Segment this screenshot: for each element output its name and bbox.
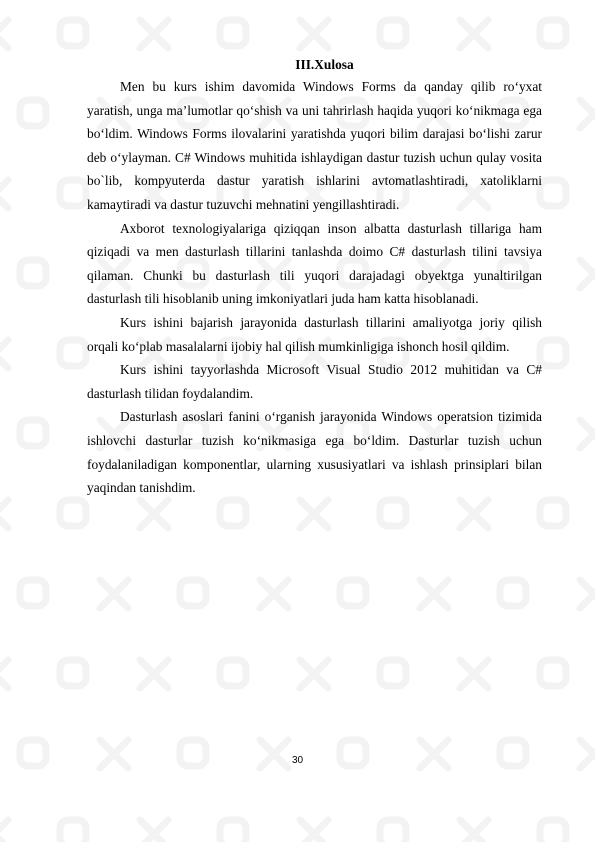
watermark-x-mark bbox=[0, 340, 8, 368]
watermark-square-mark bbox=[500, 580, 526, 606]
watermark-x-mark bbox=[260, 580, 288, 608]
watermark-square-mark bbox=[60, 20, 86, 46]
watermark-square-mark bbox=[20, 580, 46, 606]
watermark-square-mark bbox=[380, 20, 406, 46]
watermark-square-mark bbox=[540, 660, 566, 686]
paragraph-2: Axborot texnologiyalariga qiziqqan inson albatta dasturlash tillariga ham qiziqadi va men dasturlash tillarini tanlashda doimo C# dasturlash tilini tavsiya qilaman. Chunki bu dasturlash tili yuqori darajadagi obyektga yunaltirilgan dasturlash tili hisoblanib uning imkoniyatlari juda ham katta hisoblanadi. bbox=[87, 220, 542, 307]
watermark-x-mark bbox=[580, 580, 595, 608]
watermark-square-mark bbox=[60, 820, 86, 842]
watermark-x-mark bbox=[0, 820, 8, 842]
watermark-x-mark bbox=[0, 660, 8, 688]
watermark-x-mark bbox=[0, 500, 8, 528]
watermark-square-mark bbox=[540, 820, 566, 842]
watermark-x-mark bbox=[100, 580, 128, 608]
watermark-square-mark bbox=[540, 500, 566, 526]
page-number: 30 bbox=[291, 755, 304, 766]
watermark-x-mark bbox=[300, 660, 328, 688]
watermark-x-mark bbox=[300, 500, 328, 528]
watermark-square-mark bbox=[20, 420, 46, 446]
watermark-square-mark bbox=[380, 500, 406, 526]
watermark-square-mark bbox=[380, 820, 406, 842]
section-title: III.Xulosa bbox=[295, 57, 354, 72]
watermark-x-mark bbox=[300, 20, 328, 48]
watermark-square-mark bbox=[20, 260, 46, 286]
watermark-square-mark bbox=[540, 180, 566, 206]
watermark-square-mark bbox=[220, 660, 246, 686]
paragraph-4: Kurs ishini tayyorlashda Microsoft Visual Studio 2012 muhitidan va C# dasturlash tilidan foydalandim. bbox=[87, 362, 542, 401]
watermark-square-mark bbox=[60, 660, 86, 686]
watermark-x-mark bbox=[300, 820, 328, 842]
watermark-x-mark bbox=[420, 580, 448, 608]
watermark-square-mark bbox=[60, 340, 86, 366]
watermark-x-mark bbox=[0, 20, 8, 48]
watermark-x-mark bbox=[460, 500, 488, 528]
watermark-square-mark bbox=[540, 20, 566, 46]
watermark-square-mark bbox=[20, 100, 46, 126]
watermark-x-mark bbox=[140, 500, 168, 528]
watermark-square-mark bbox=[180, 580, 206, 606]
paragraph-5: Dasturlash asoslari fanini o‘rganish jarayonida Windows operatsion tizimida ishlovchi dasturlar tuzish ko‘nikmasiga ega bo‘ldim. Dasturlar tuzish uchun foydalaniladigan komponentlar, ularning xususiyatlari va ishlash prinsiplari bilan yaqindan tanishdim. bbox=[87, 409, 542, 496]
watermark-square-mark bbox=[220, 820, 246, 842]
watermark-x-mark bbox=[0, 180, 8, 208]
watermark-square-mark bbox=[540, 340, 566, 366]
paragraph-1: Men bu kurs ishim davomida Windows Forms da qanday qilib ro‘yxat yaratish, unga ma’lumotlar qo‘shish va uni tahrirlash haqida yuqori ko‘nikmaga ega bo‘ldim. Windows Forms ilovalarini yaratishda yuqori bilim darajasi bo‘lishi zarur deb o‘ylayman. C# Windows muhitida ishlaydigan dastur tuzish uchun qulay vosita bo`lib, kompyuterda dastur yaratish ishlarini avtomatlashtiradi, xatoliklarni kamaytiradi va dastur tuzuvchi mehnatini yengillashtiradi. bbox=[87, 79, 542, 212]
watermark-x-mark bbox=[140, 820, 168, 842]
watermark-square-mark bbox=[60, 500, 86, 526]
watermark-x-mark bbox=[140, 660, 168, 688]
paragraph-3: Kurs ishini bajarish jarayonida dasturlash tillarini amaliyotga joriy qilish orqali ko‘plab masalalarni ijobiy hal qilish mumkinligiga ishonch hosil qildim. bbox=[87, 314, 542, 354]
watermark-x-mark bbox=[580, 420, 595, 448]
watermark-square-mark bbox=[220, 500, 246, 526]
watermark-x-mark bbox=[580, 100, 595, 128]
watermark-square-mark bbox=[220, 20, 246, 46]
watermark-x-mark bbox=[460, 20, 488, 48]
watermark-x-mark bbox=[140, 20, 168, 48]
watermark-square-mark bbox=[340, 580, 366, 606]
watermark-x-mark bbox=[580, 260, 595, 288]
watermark-square-mark bbox=[380, 660, 406, 686]
watermark-square-mark bbox=[60, 180, 86, 206]
watermark-x-mark bbox=[460, 820, 488, 842]
page-content bbox=[87, 56, 542, 500]
watermark-x-mark bbox=[460, 660, 488, 688]
